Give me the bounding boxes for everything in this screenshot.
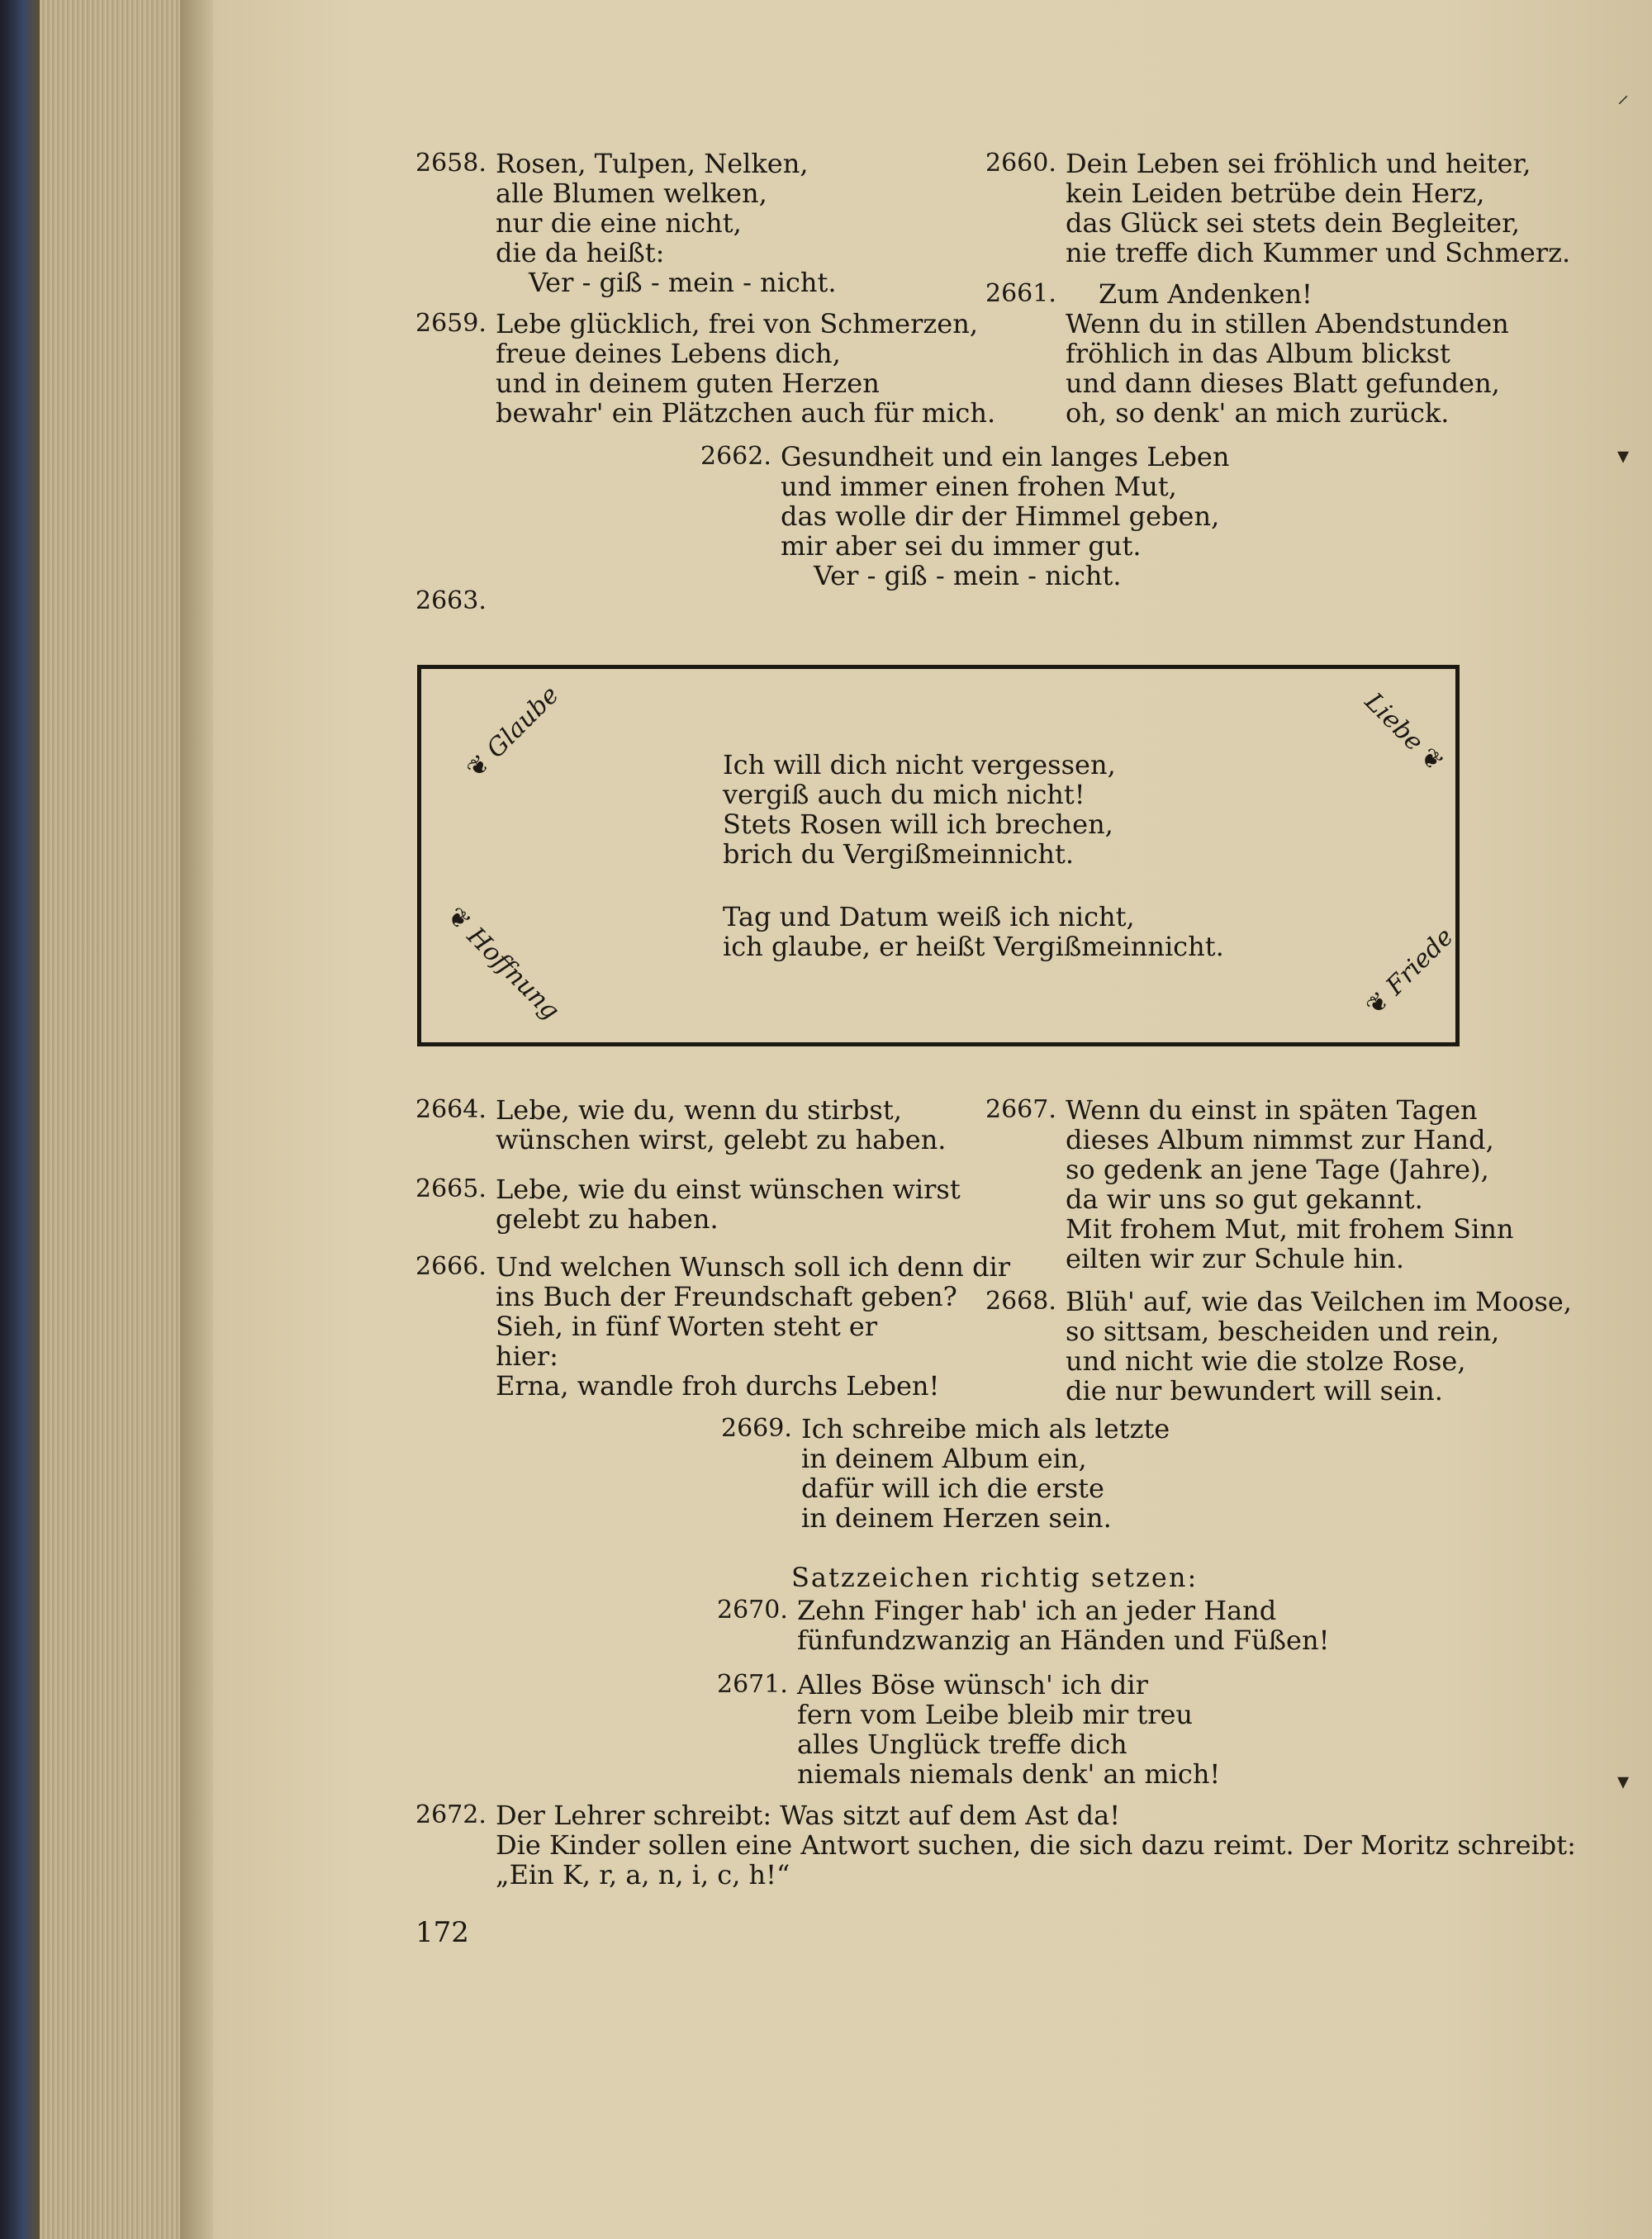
verse-line: Mit frohem Mut, mit frohem Sinn — [1066, 1213, 1514, 1245]
verse-2659 — [496, 309, 995, 428]
book-page — [213, 0, 1652, 2239]
verse-line: Gesundheit und ein langes Leben — [781, 441, 1230, 472]
verse-line: brich du Vergißmeinnicht. — [723, 838, 1075, 870]
verse-line: Der Lehrer schreibt: Was sitzt auf dem Ast da! — [496, 1800, 1121, 1831]
verse-line: Ver - giß - mein - nicht. — [529, 267, 837, 298]
verse-line: vergiß auch du mich nicht! — [723, 779, 1085, 810]
verse-line: Ich schreibe mich als letzte — [801, 1413, 1170, 1444]
verse-line: nie treffe dich Kummer und Schmerz. — [1066, 237, 1571, 268]
verse-line: das wolle dir der Himmel geben, — [781, 500, 1220, 532]
edge-mark: ▾ — [1617, 442, 1630, 469]
ornament-icon: ❦ — [461, 748, 496, 785]
verse-line: gelebt zu haben. — [496, 1203, 719, 1235]
ornament-icon: ❦ — [1413, 742, 1450, 778]
edge-mark: ⸝ — [1617, 81, 1630, 108]
section-heading: Satzzeichen richtig setzen: — [791, 1562, 1199, 1593]
verse-line: Wenn du in stillen Abendstunden — [1066, 308, 1509, 339]
verse-line: Rosen, Tulpen, Nelken, — [496, 148, 809, 179]
verse-line: das Glück sei stets dein Begleiter, — [1066, 207, 1521, 239]
entry-number-2667: 2667. — [985, 1095, 1056, 1124]
verse-line: da wir uns so gut gekannt. — [1066, 1184, 1423, 1215]
verse-line: fern vom Leibe bleib mir treu — [797, 1699, 1194, 1730]
frame-stanza-1 — [723, 750, 1116, 869]
verse-line: die da heißt: — [496, 237, 665, 268]
verse-line: Ver - giß - mein - nicht. — [814, 560, 1122, 591]
verse-line: Zum Andenken! — [1099, 278, 1313, 310]
verse-line: so gedenk an jene Tage (Jahre), — [1066, 1154, 1489, 1185]
entry-number-2658: 2658. — [415, 149, 487, 178]
verse-2658 — [496, 149, 837, 297]
verse-2671 — [797, 1670, 1220, 1789]
verse-2672 — [496, 1800, 1576, 1890]
verse-line: freue deines Lebens dich, — [496, 338, 841, 369]
verse-line: Wenn du einst in späten Tagen — [1066, 1094, 1478, 1126]
verse-line: alles Unglück treffe dich — [797, 1729, 1127, 1760]
verse-line: in deinem Album ein, — [801, 1443, 1087, 1474]
verse-2665 — [496, 1174, 961, 1234]
frame-stanza-2 — [723, 902, 1224, 961]
verse-2664 — [496, 1095, 946, 1155]
entry-number-2665: 2665. — [415, 1174, 487, 1203]
verse-line: und nicht wie die stolze Rose, — [1066, 1345, 1466, 1377]
verse-line: Lebe, wie du, wenn du stirbst, — [496, 1094, 902, 1126]
verse-line: Zehn Finger hab' ich an jeder Hand — [797, 1595, 1277, 1626]
entry-number-2661: 2661. — [985, 279, 1056, 308]
verse-line: Lebe, wie du einst wünschen wirst — [496, 1174, 961, 1205]
entry-number-2660: 2660. — [985, 149, 1056, 178]
entry-number-2670: 2670. — [717, 1596, 788, 1625]
page-edges — [40, 0, 180, 2239]
verse-line: bewahr' ein Plätzchen auch für mich. — [496, 397, 996, 429]
verse-line: ins Buch der Freundschaft geben? — [496, 1281, 957, 1312]
entry-number-2669: 2669. — [721, 1414, 792, 1443]
verse-line: Die Kinder sollen eine Antwort suchen, die sich dazu reimt. Der Moritz schreibt: — [496, 1829, 1576, 1861]
verse-line: in deinem Herzen sein. — [801, 1502, 1112, 1534]
verse-line: so sittsam, bescheiden und rein, — [1066, 1316, 1500, 1347]
verse-line: nur die eine nicht, — [496, 207, 742, 239]
page-gutter — [180, 0, 213, 2239]
corner-label-liebe: Liebe ❦ — [1359, 687, 1450, 778]
verse-line: fröhlich in das Album blickst — [1066, 338, 1450, 369]
entry-number-2672: 2672. — [415, 1800, 487, 1829]
verse-line: und immer einen frohen Mut, — [781, 471, 1177, 502]
verse-2670 — [797, 1596, 1329, 1655]
verse-2660 — [1066, 149, 1570, 268]
verse-line: Blüh' auf, wie das Veilchen im Moose, — [1066, 1286, 1572, 1317]
verse-line: hier: — [496, 1340, 558, 1372]
verse-line: alle Blumen welken, — [496, 178, 767, 209]
book-binding — [0, 0, 40, 2239]
verse-line: Ich will dich nicht vergessen, — [723, 749, 1116, 780]
edge-mark: ▾ — [1617, 1767, 1630, 1795]
entry-number-2671: 2671. — [717, 1670, 788, 1699]
verse-line: dieses Album nimmst zur Hand, — [1066, 1124, 1494, 1155]
corner-label-friede: ❦ Friede — [1360, 922, 1460, 1022]
entry-number-2666: 2666. — [415, 1252, 487, 1281]
ornament-icon: ❦ — [440, 901, 477, 937]
entry-number-2668: 2668. — [985, 1287, 1056, 1316]
verse-line: niemals niemals denk' an mich! — [797, 1758, 1221, 1790]
verse-line: und in deinem guten Herzen — [496, 368, 880, 399]
verse-line: eilten wir zur Schule hin. — [1066, 1243, 1405, 1274]
corner-label-hoffnung: ❦ Hoffnung — [440, 901, 566, 1026]
verse-line: ich glaube, er heißt Vergißmeinnicht. — [723, 931, 1224, 962]
verse-line: „Ein K, r, a, n, i, c, h!“ — [496, 1859, 790, 1890]
entry-number-2664: 2664. — [415, 1095, 487, 1124]
entry-number-2662: 2662. — [700, 442, 771, 471]
verse-2668 — [1066, 1287, 1572, 1406]
verse-line: kein Leiden betrübe dein Herz, — [1066, 178, 1485, 209]
verse-line: Sieh, in fünf Worten steht er — [496, 1311, 878, 1342]
verse-line: Und welchen Wunsch soll ich denn dir — [496, 1251, 1011, 1283]
entry-number-2659: 2659. — [415, 309, 487, 338]
framed-verse-box — [417, 665, 1460, 1046]
verse-2666 — [496, 1252, 1010, 1401]
verse-line: Tag und Datum weiß ich nicht, — [723, 901, 1135, 932]
verse-line: mir aber sei du immer gut. — [781, 530, 1142, 562]
entry-number-2663: 2663. — [415, 586, 487, 615]
ornament-icon: ❦ — [1360, 985, 1396, 1022]
verse-line: die nur bewundert will sein. — [1066, 1375, 1443, 1406]
verse-2661 — [1066, 279, 1509, 428]
verse-line: fünfundzwanzig an Händen und Füßen! — [797, 1625, 1330, 1656]
verse-line: Dein Leben sei fröhlich und heiter, — [1066, 148, 1531, 179]
verse-line: Stets Rosen will ich brechen, — [723, 809, 1113, 840]
verse-line: und dann dieses Blatt gefunden, — [1066, 368, 1500, 399]
verse-line: dafür will ich die erste — [801, 1473, 1104, 1504]
verse-2662 — [781, 442, 1229, 591]
verse-line: Alles Böse wünsch' ich dir — [797, 1669, 1148, 1701]
verse-line: Erna, wandle froh durchs Leben! — [496, 1370, 940, 1402]
verse-line: oh, so denk' an mich zurück. — [1066, 397, 1450, 429]
verse-line: Lebe glücklich, frei von Schmerzen, — [496, 308, 978, 339]
page-number: 172 — [415, 1916, 469, 1949]
corner-label-glaube: ❦ Glaube — [461, 680, 565, 785]
verse-line: wünschen wirst, gelebt zu haben. — [496, 1124, 947, 1155]
verse-2667 — [1066, 1095, 1514, 1274]
verse-2669 — [801, 1414, 1170, 1533]
